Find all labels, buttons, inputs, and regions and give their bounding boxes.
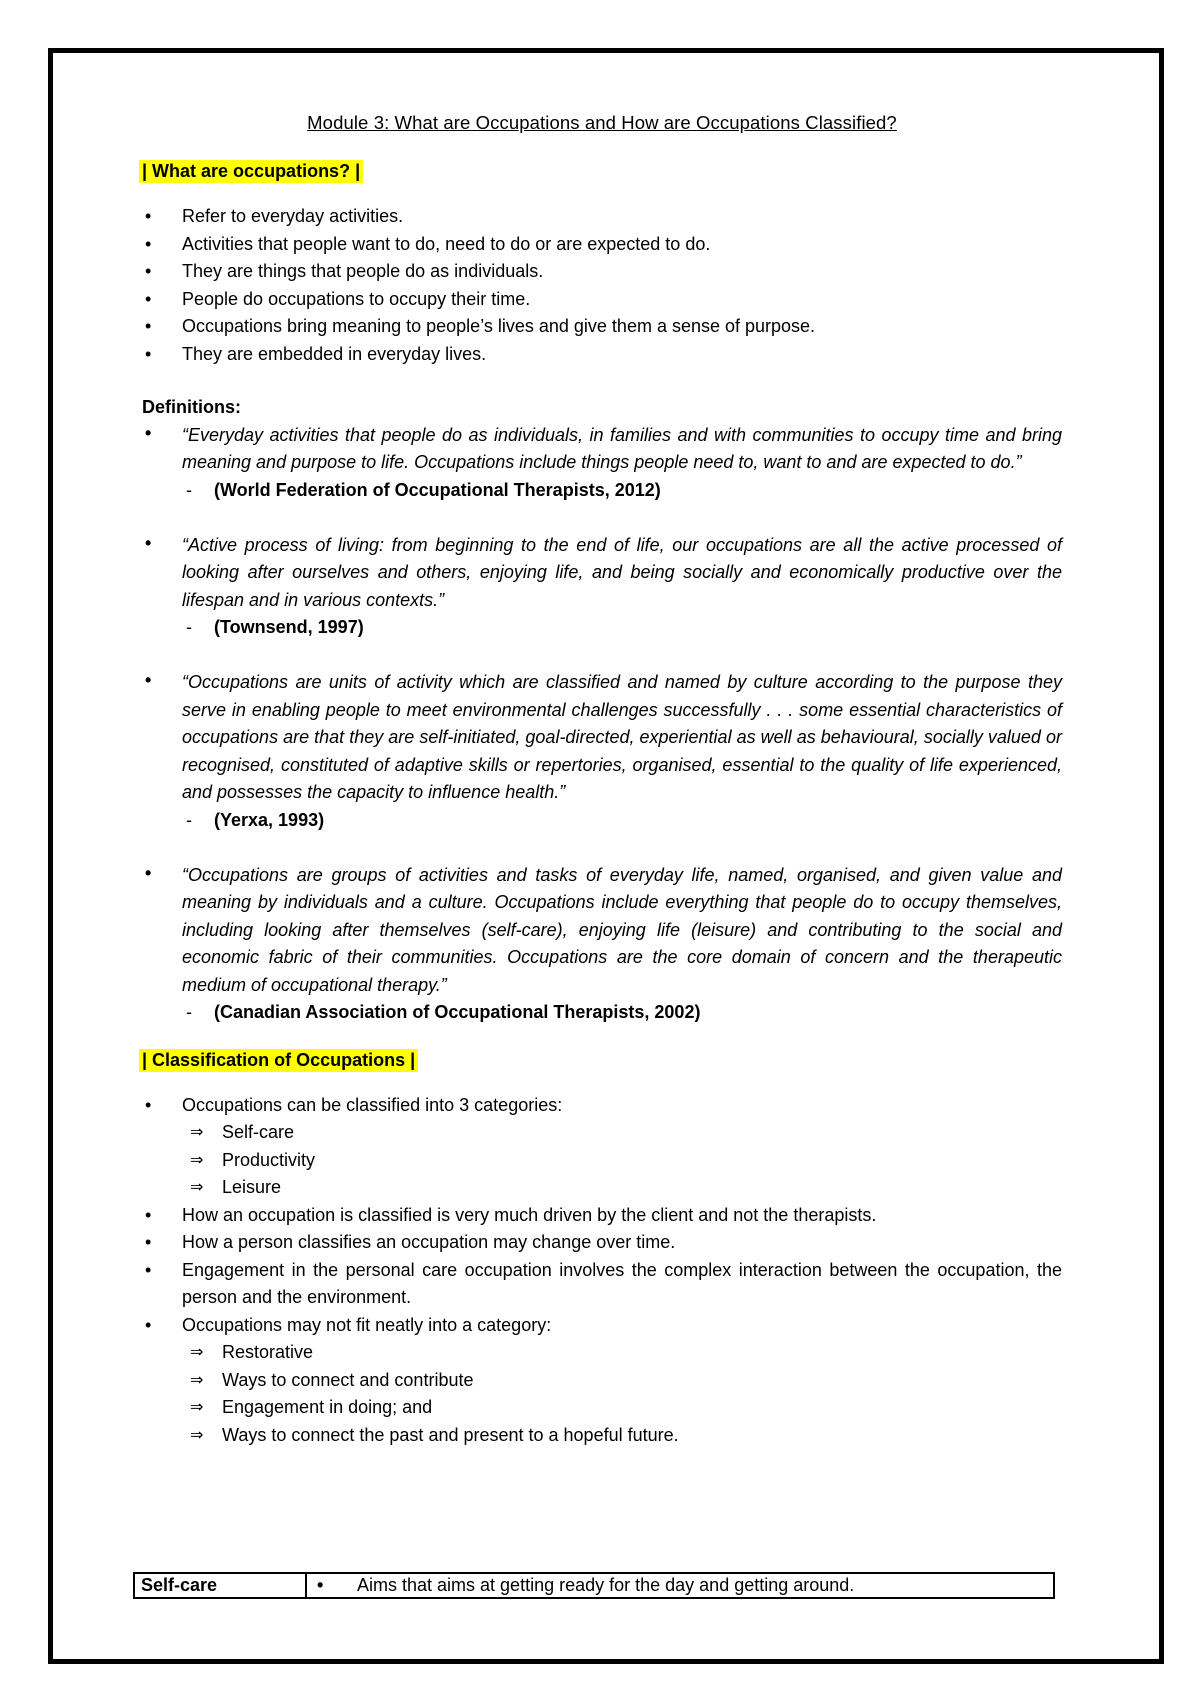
table-row bbox=[134, 1573, 1054, 1598]
definition-quote: • “Occupations are units of activity which are classified and named by culture according to the purpose they serve in enabling people to meet environmental challenges successfully . . . some essential characteristics of occupations are that they are self-initiated, goal-directed, experiential as well as behavioural, socially valued or recognised, constituted of adaptive skills or repertories, organised, essential to the quality of life experienced, and possesses the capacity to influence health.” bbox=[142, 669, 1062, 807]
list-item: • Occupations may not fit neatly into a category: bbox=[142, 1312, 1062, 1340]
list-item: • Activities that people want to do, need to do or are expected to do. bbox=[142, 231, 1062, 259]
classification-table bbox=[133, 1572, 1055, 1599]
not-fit-item: ⇒ Engagement in doing; and bbox=[142, 1394, 1062, 1422]
document-body bbox=[142, 112, 1062, 1449]
occupations-bullet-list bbox=[142, 203, 1062, 368]
section-heading-classification: | Classification of Occupations | bbox=[139, 1049, 418, 1072]
list-item: • People do occupations to occupy their time. bbox=[142, 286, 1062, 314]
not-fit-item: ⇒ Ways to connect the past and present to a hopeful future. bbox=[142, 1422, 1062, 1450]
definition-quote: • “Everyday activities that people do as individuals, in families and with communities to occupy time and bring meaning and purpose to life. Occupations include things people need to, want to and are expected to do.” bbox=[142, 422, 1062, 477]
list-item: • How an occupation is classified is very much driven by the client and not the therapists. bbox=[142, 1202, 1062, 1230]
section-heading-what-are-occupations: | What are occupations? | bbox=[139, 160, 363, 183]
list-item: • They are things that people do as individuals. bbox=[142, 258, 1062, 286]
definition-quote: • “Occupations are groups of activities and tasks of everyday life, named, organised, and given value and meaning by individuals and a culture. Occupations include everything that people do to occupy themselves, including looking after themselves (self-care), enjoying life (leisure) and contributing to the social and economic fabric of their communities. Occupations are the core domain of concern and the therapeutic medium of occupational therapy.” bbox=[142, 862, 1062, 1000]
definition-source: - (Yerxa, 1993) bbox=[142, 807, 1062, 835]
not-fit-item: ⇒ Ways to connect and contribute bbox=[142, 1367, 1062, 1395]
category-item: ⇒ Leisure bbox=[142, 1174, 1062, 1202]
not-fit-item: ⇒ Restorative bbox=[142, 1339, 1062, 1367]
definition-source: - (World Federation of Occupational Therapists, 2012) bbox=[142, 477, 1062, 505]
definition-source: - (Canadian Association of Occupational Therapists, 2002) bbox=[142, 999, 1062, 1027]
category-item: ⇒ Self-care bbox=[142, 1119, 1062, 1147]
definition-source: - (Townsend, 1997) bbox=[142, 614, 1062, 642]
classification-bullet-list bbox=[142, 1092, 1062, 1450]
table-cell-description: • Aims that aims at getting ready for the day and getting around. bbox=[306, 1573, 1054, 1598]
definitions-label: Definitions: bbox=[142, 397, 241, 417]
list-item: • They are embedded in everyday lives. bbox=[142, 341, 1062, 369]
list-item: • Occupations bring meaning to people’s lives and give them a sense of purpose. bbox=[142, 313, 1062, 341]
category-item: ⇒ Productivity bbox=[142, 1147, 1062, 1175]
list-item: • Occupations can be classified into 3 categories: bbox=[142, 1092, 1062, 1120]
list-item: • Engagement in the personal care occupation involves the complex interaction between the occupation, the person and the environment. bbox=[142, 1257, 1062, 1312]
table-cell-label: Self-care bbox=[134, 1573, 306, 1598]
list-item: • Refer to everyday activities. bbox=[142, 203, 1062, 231]
definition-quote: • “Active process of living: from beginning to the end of life, our occupations are all the active processed of looking after ourselves and others, enjoying life, and being socially and economically productive over the lifespan and in various contexts.” bbox=[142, 532, 1062, 615]
page-title: Module 3: What are Occupations and How are Occupations Classified? bbox=[307, 112, 897, 133]
list-item: • How a person classifies an occupation may change over time. bbox=[142, 1229, 1062, 1257]
